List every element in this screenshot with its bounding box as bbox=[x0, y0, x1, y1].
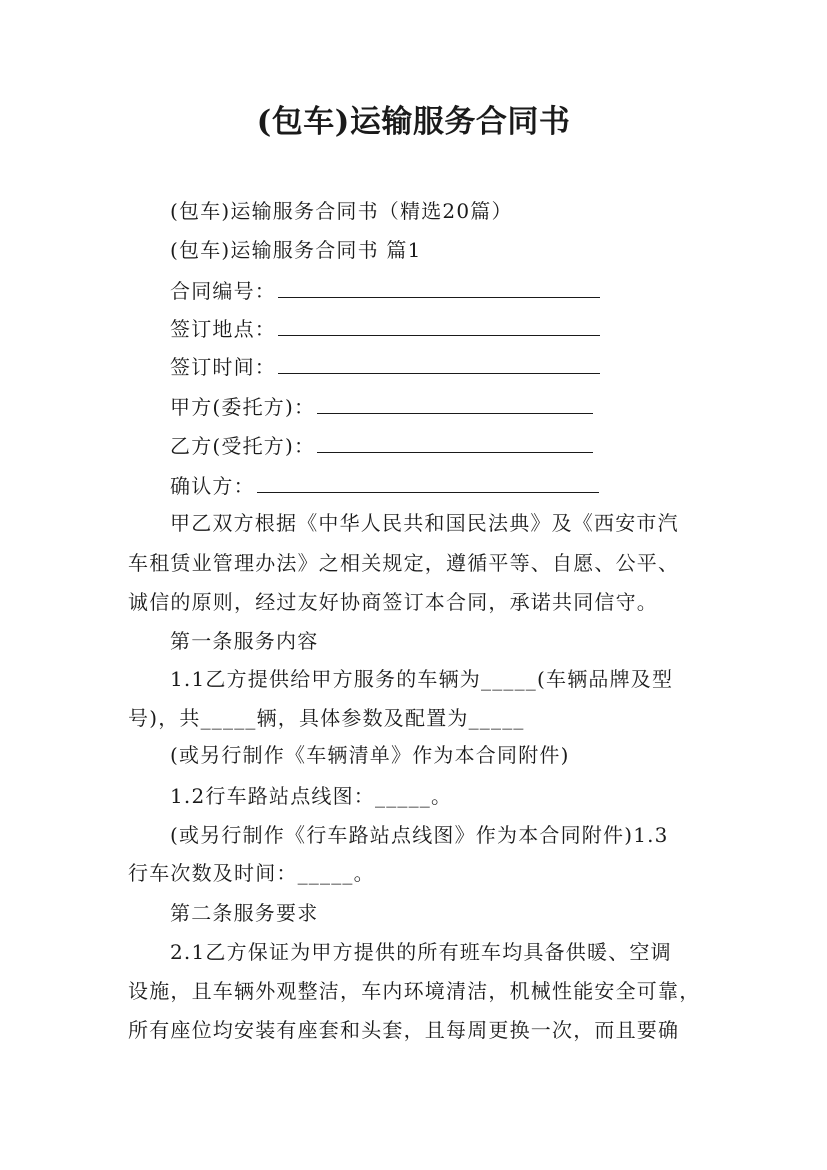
field-label: 乙方(受托方)： bbox=[170, 434, 316, 458]
field-label: 甲方(委托方)： bbox=[170, 395, 316, 419]
party-b-field bbox=[170, 430, 593, 461]
field-label: 签订地点： bbox=[170, 317, 276, 341]
paragraph-line: 设施，且车辆外观整洁，车内环境清洁，机械性能安全可靠， bbox=[128, 979, 701, 1003]
article-heading: (包车)运输服务合同书 篇1 bbox=[170, 238, 422, 262]
paragraph-line: 甲乙双方根据《中华人民共和国民法典》及《西安市汽 bbox=[170, 511, 679, 535]
party-b-blank bbox=[317, 430, 593, 453]
signing-place-field bbox=[170, 313, 600, 344]
paragraph-line: 1.1乙方提供给甲方服务的车辆为_____(车辆品牌及型 bbox=[170, 667, 674, 691]
signing-place-blank bbox=[278, 313, 600, 336]
section-heading: 第二条服务要求 bbox=[170, 901, 319, 925]
paragraph-line: 车租赁业管理办法》之相关规定，遵循平等、自愿、公平、 bbox=[128, 551, 680, 575]
paragraph-line: 号)，共_____辆，具体参数及配置为_____ bbox=[128, 706, 525, 730]
paragraph-line: 行车次数及时间：_____。 bbox=[128, 861, 375, 885]
paragraph-line: 1.2行车路站点线图：_____。 bbox=[170, 784, 453, 808]
paragraph-line: 诚信的原则，经过友好协商签订本合同，承诺共同信守。 bbox=[128, 590, 658, 614]
paragraph-line: 所有座位均安装有座套和头套，且每周更换一次，而且要确 bbox=[128, 1018, 680, 1042]
section-heading: 第一条服务内容 bbox=[170, 629, 319, 653]
confirming-party-field bbox=[170, 470, 599, 501]
field-label: 确认方： bbox=[170, 474, 255, 498]
party-a-field bbox=[170, 391, 593, 422]
field-label: 签订时间： bbox=[170, 355, 276, 379]
field-label: 合同编号： bbox=[170, 279, 276, 303]
contract-number-field bbox=[170, 275, 600, 306]
paragraph-line: (或另行制作《行车路站点线图》作为本合同附件)1.3 bbox=[170, 823, 669, 847]
confirming-party-blank bbox=[257, 470, 599, 493]
party-a-blank bbox=[317, 391, 593, 414]
document-title: (包车)运输服务合同书 bbox=[256, 104, 571, 140]
paragraph-line: 2.1乙方保证为甲方提供的所有班车均具备供暖、空调 bbox=[170, 940, 672, 964]
contract-number-blank bbox=[278, 275, 600, 298]
signing-time-blank bbox=[278, 351, 600, 374]
paragraph-line: (或另行制作《车辆清单》作为本合同附件) bbox=[170, 743, 570, 767]
signing-time-field bbox=[170, 351, 600, 382]
document-subtitle: (包车)运输服务合同书（精选20篇） bbox=[170, 199, 513, 223]
